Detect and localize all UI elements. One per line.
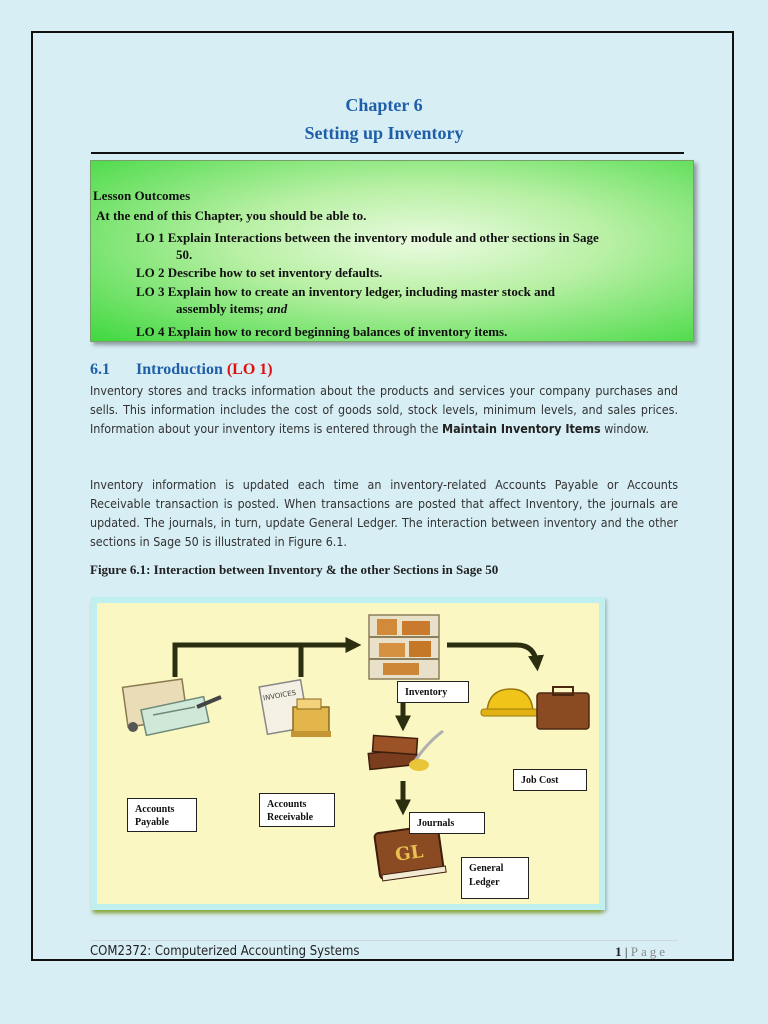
invoices-text: INVOICES [262,688,297,703]
paragraph-1-bold: Maintain Inventory Items [442,421,601,436]
lo-3-and: and [267,301,288,316]
arrow-inventory-to-jobcost [447,645,537,665]
lesson-outcomes-intro: At the end of this Chapter, you should be able to. [96,208,367,223]
label-accounts-payable-line-2: Payable [135,817,169,828]
label-accounts-payable-line-1: Accounts [135,804,175,815]
label-accounts-payable [127,798,197,832]
chapter-title: Setting up Inventory [304,123,464,143]
footer-separator: | [624,944,628,959]
journals-icon [368,731,443,771]
lesson-outcomes-title: Lesson Outcomes [93,188,191,203]
lo-1-line-2: 50. [176,247,193,262]
footer-page-word: Page [630,944,668,959]
accounts-payable-icon [123,679,221,735]
lo-3-line-2 [136,300,679,317]
chapter-number: Chapter 6 [345,95,423,115]
lo-2: LO 2 Describe how to set inventory defaults. [136,265,383,280]
label-accounts-receivable [259,793,335,827]
paragraph-1-text: Inventory stores and tracks information about the products and services your company purchases and sells. This information includes the cost of goods sold, stock levels, minimum levels, and sales prices. Information about your inventory items is entered through the [90,383,678,436]
label-inventory: Inventory [397,681,469,703]
label-journals: Journals [409,812,485,834]
label-general-ledger-line-2: Ledger [469,877,500,888]
label-general-ledger-line-1: General [469,863,504,874]
section-lo-ref: (LO 1) [226,361,273,378]
label-accounts-receivable-line-1: Accounts [267,799,307,810]
footer-rule [91,940,678,941]
section-number: 6.1 [90,361,110,378]
lo-1 [136,229,679,263]
interaction-figure [91,597,605,910]
lo-3-line-2-text: assembly items; [176,301,264,316]
lesson-outcomes-box [90,160,694,342]
label-accounts-receivable-line-2: Receivable [267,812,314,823]
arrow-payable-to-inventory [175,645,355,677]
footer-course: COM2372: Computerized Accounting Systems [90,944,360,959]
section-title: Introduction [136,361,223,378]
footer-page-number: 1 [615,944,622,959]
inventory-shelf-icon [369,615,439,679]
section-heading [90,361,273,379]
title-rule [91,152,684,154]
footer-page [615,944,668,960]
accounts-receivable-icon [259,680,331,737]
gl-text: GL [393,841,425,866]
label-general-ledger [461,857,529,899]
figure-caption: Figure 6.1: Interaction between Inventory & the other Sections in Sage 50 [90,562,499,577]
lo-1-line-1: LO 1 Explain Interactions between the inventory module and other sections in Sage [136,230,599,245]
job-cost-icon [481,687,589,729]
lo-4: LO 4 Explain how to record beginning balances of inventory items. [136,324,508,339]
lo-3-line-1: LO 3 Explain how to create an inventory ledger, including master stock and [136,284,556,299]
label-job-cost: Job Cost [513,769,587,791]
paragraph-2: Inventory information is updated each time an inventory-related Accounts Payable or Accounts Receivable transaction is posted. When transactions are posted that affect Inventory, the journals are updated. The journals, in turn, update General Ledger. The interaction between inventory and the other sections in Sage 50 is illustrated in Figure 6.1. [90,477,678,549]
paragraph-1 [90,381,678,438]
paragraph-1-end: window. [604,421,649,436]
lo-3 [136,283,679,317]
